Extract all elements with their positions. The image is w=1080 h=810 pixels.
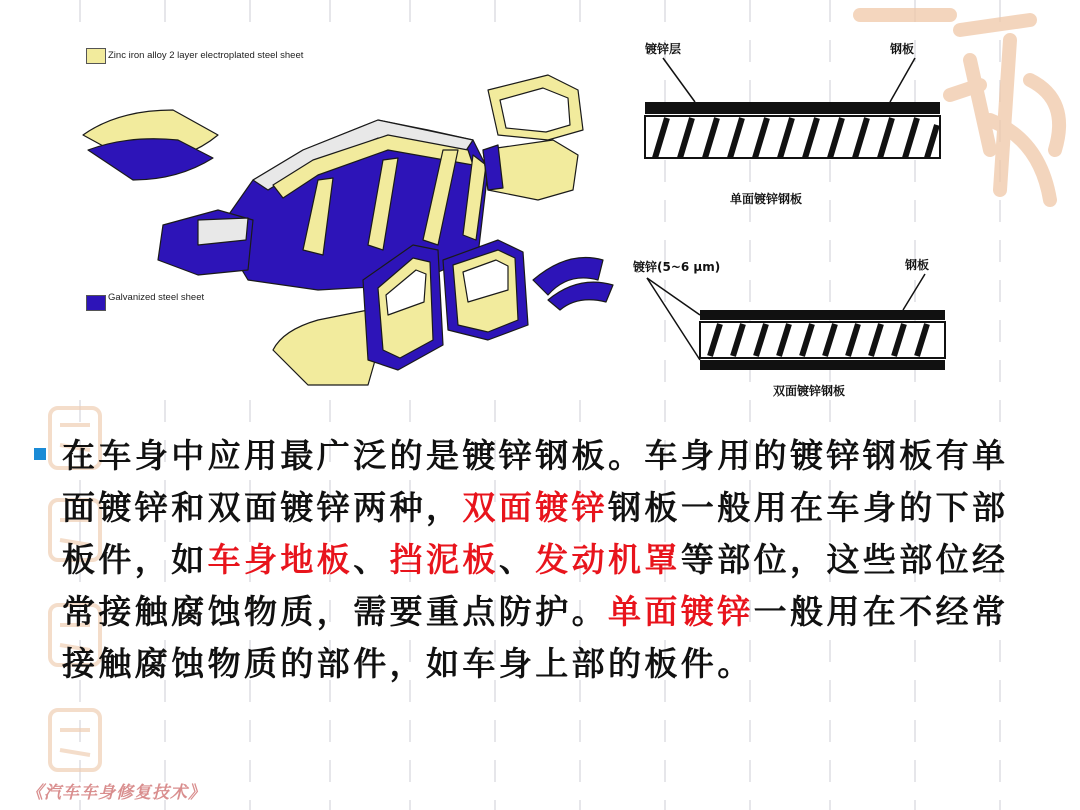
highlight-hood: 发动机罩	[535, 540, 681, 579]
body-paragraph	[62, 430, 1032, 690]
zinc-thickness-label: 镀锌(5~6 μm)	[633, 260, 721, 274]
highlight-double-galvanized: 双面镀锌	[462, 488, 609, 527]
highlight-fender: 挡泥板	[389, 540, 499, 579]
cross-section-figure	[625, 30, 955, 410]
car-body-figure	[78, 40, 623, 400]
double-side-caption: 双面镀锌钢板	[773, 384, 846, 398]
text-segment: 等部位，这些部位经常接触腐蚀物质，需要重点防护。	[62, 540, 1009, 631]
double-side-diagram	[625, 30, 955, 410]
text-segment: 、	[353, 540, 390, 579]
footer-book-title: 《汽车车身修复技术》	[26, 783, 206, 803]
single-side-caption: 单面镀锌钢板	[730, 192, 803, 206]
galvanized-legend: Galvanized steel sheet	[108, 292, 205, 303]
steel-plate-label-single: 钢板	[890, 42, 915, 56]
text-segment: 在车身中应用最广泛的是镀锌钢板。车身用的镀锌钢板有单面镀锌和双面镀锌两种，	[62, 436, 1009, 527]
bullet-marker	[34, 448, 46, 460]
zinc-iron-legend: Zinc iron alloy 2 layer electroplated steel sheet	[108, 50, 304, 61]
text-segment: 、	[498, 540, 536, 579]
text-segment: 一般用在不经常接触腐蚀物质的部件，如车身上部的板件。	[62, 592, 1009, 683]
text-segment: 钢板一般用在车身的下部板件，如	[62, 488, 1009, 579]
zinc-layer-label: 镀锌层	[645, 42, 682, 56]
highlight-body-floor: 车身地板	[207, 540, 354, 579]
highlight-single-galvanized: 单面镀锌	[608, 592, 754, 631]
galvanized-swatch	[86, 295, 106, 311]
car-body-drawing	[78, 40, 623, 400]
steel-plate-label-double: 钢板	[905, 258, 930, 272]
